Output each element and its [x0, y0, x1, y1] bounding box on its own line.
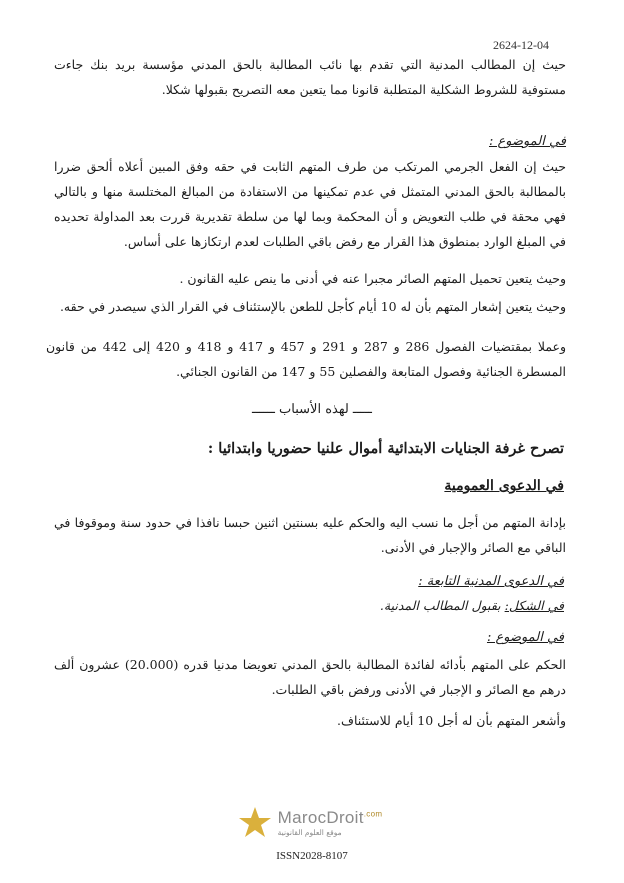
- civil-compensation-verdict: الحكم على المتهم بأدائه لفائدة المطالبة بالحق المدني تعويضا مدنيا قدره (20.000) عشرون ألف درهم مع الصائر و الإجبار في الأدنى ورفض باقي الطلبات.: [54, 657, 566, 697]
- logo-tagline: موقع العلوم القانونية: [277, 827, 342, 837]
- paragraph-civil-claims-form: حيث إن المطالب المدنية التي تقدم بها نائب المطالبة بالحق المدني مؤسسة بريد بنك جاءت مستوفية للشروط الشكلية المتطلبة قانونا مما يتعين معه التصريح بقبولها شكلا.: [54, 57, 566, 97]
- reasons-heading: ـــــ لهذه الأسباب ــــــ: [252, 402, 372, 417]
- issn-number: ISSN2028-8107: [276, 850, 348, 862]
- public-case-verdict: بإدانة المتهم من أجل ما نسب اليه والحكم عليه بسنتين اثنين حبسا نافذا في حدود سنة وموقوفا في الباقي مع الصائر والإجبار في الأدنى.: [54, 515, 566, 555]
- civil-form-label: في الشكل:: [504, 598, 564, 613]
- document-date: 2624-12-04: [493, 38, 549, 52]
- paragraph-costs: وحيث يتعين تحميل المتهم الصائر مجبرا عنه في أدنى ما ينص عليه القانون .: [179, 271, 566, 286]
- marocdroit-logo: [200, 796, 420, 848]
- logo-name: MarocDroit$^{.com}$: [277, 807, 383, 827]
- paragraph-appeal-notice: وحيث يتعين إشعار المتهم بأن له 10 أيام كأجل للطعن بالإستئناف في القرار الذي سيصدر في حقه.: [59, 299, 566, 314]
- star-icon: [238, 805, 272, 839]
- subject-heading: في الموضوع :: [488, 134, 566, 149]
- paragraph-legal-articles: وعملا بمقتضيات الفصول 286 و 287 و 291 و 457 و 417 و 418 و 420 إلى 442 من قانون المسطرة الجنائية وفصول المتابعة والفصلين 55 و 147 من القانون الجنائي.: [46, 339, 567, 379]
- civil-form-line: [380, 598, 564, 613]
- paragraph-damage-reasoning: حيث إن الفعل الجرمي المرتكب من طرف المتهم الثابت في حقه وفق المبين أعلاه ألحق ضررا بالمطالبة بالحق المدني المتمثل في عدم تمكينها من الاستفادة من المبالغ المختلسة منها و بالتالي فهي محقة في طلب التعويض و أن المحكمة وبما لها من سلطة تقديرية قررت بعد المداولة تحديده في المبلغ الوارد بمنطوق هذا القرار مع رفض باقي الطلبات لعدم ارتكازها على أساس.: [54, 159, 566, 249]
- civil-appeal-notice: وأشعر المتهم بأن له أجل 10 أيام للاستئناف.: [337, 713, 566, 728]
- civil-case-heading: في الدعوى المدنية التابعة :: [418, 574, 564, 589]
- public-case-heading: في الدعوى العمومية: [444, 478, 564, 494]
- civil-subject-heading: في الموضوع :: [486, 630, 564, 645]
- civil-form-text: بقبول المطالب المدنية.: [379, 598, 501, 613]
- court-statement: تصرح غرفة الجنايات الابتدائية أموال علنيا حضوريا وابتدائيا :: [207, 440, 564, 457]
